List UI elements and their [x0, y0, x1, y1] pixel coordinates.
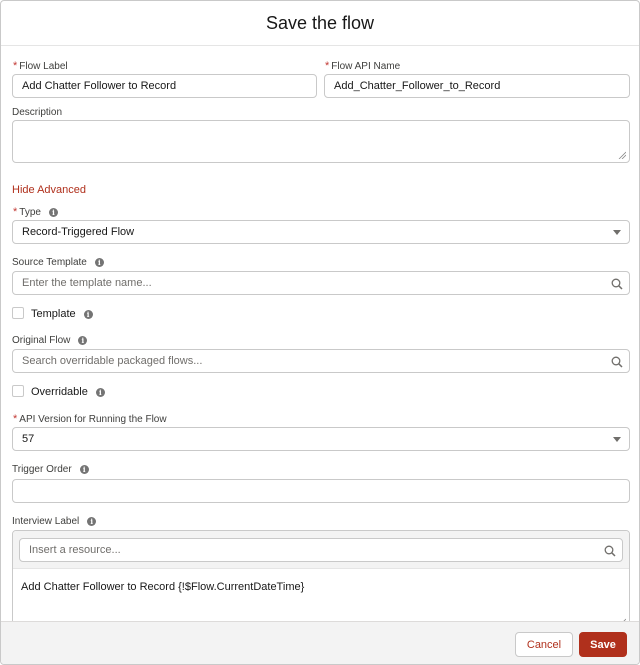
- modal-body: [1, 46, 639, 621]
- template-checkbox[interactable]: [12, 307, 24, 319]
- modal-footer: [1, 621, 639, 665]
- description-label: Description: [12, 107, 63, 118]
- interview-label-editor: [12, 530, 630, 621]
- original-flow-input[interactable]: Search overridable packaged flows...: [12, 349, 630, 373]
- type-label: * Type i: [13, 206, 58, 218]
- api-version-label: * API Version for Running the Flow: [13, 413, 167, 425]
- interview-label-label: Interview Label i: [12, 516, 96, 527]
- flow-api-name-input[interactable]: Add_Chatter_Follower_to_Record: [324, 74, 630, 98]
- api-version-select[interactable]: 57: [12, 427, 630, 451]
- cancel-button[interactable]: Cancel: [515, 632, 573, 657]
- interview-label-text[interactable]: Add Chatter Follower to Record {!$Flow.CurrentDateTime}: [21, 581, 305, 593]
- template-checkbox-label: Template i: [31, 308, 93, 320]
- info-icon[interactable]: i: [80, 465, 89, 474]
- type-select[interactable]: Record-Triggered Flow: [12, 220, 630, 244]
- chevron-down-icon: [613, 230, 621, 235]
- original-flow-label: Original Flow i: [12, 335, 87, 346]
- modal-header: [1, 1, 639, 46]
- save-button[interactable]: Save: [579, 632, 627, 657]
- source-template-label: Source Template i: [12, 257, 104, 268]
- overridable-checkbox-label: Overridable i: [31, 386, 105, 398]
- search-icon: [604, 545, 616, 557]
- flow-label-input[interactable]: Add Chatter Follower to Record: [12, 74, 317, 98]
- chevron-down-icon: [613, 437, 621, 442]
- info-icon[interactable]: i: [49, 208, 58, 217]
- info-icon[interactable]: i: [95, 258, 104, 267]
- info-icon[interactable]: i: [84, 310, 93, 319]
- info-icon[interactable]: i: [78, 336, 87, 345]
- hide-advanced-link[interactable]: Hide Advanced: [12, 184, 86, 196]
- resize-grip-icon[interactable]: [618, 151, 626, 159]
- insert-resource-input[interactable]: Insert a resource...: [19, 538, 623, 562]
- search-icon: [611, 356, 623, 368]
- trigger-order-label: Trigger Order i: [12, 464, 89, 475]
- description-textarea[interactable]: [12, 120, 630, 163]
- search-icon: [611, 278, 623, 290]
- modal-title: Save the flow: [265, 12, 375, 33]
- flow-api-name-label: * Flow API Name: [325, 60, 401, 72]
- flow-label-label: * Flow Label: [13, 60, 68, 72]
- overridable-checkbox[interactable]: [12, 385, 24, 397]
- info-icon[interactable]: i: [96, 388, 105, 397]
- trigger-order-input[interactable]: [12, 479, 630, 503]
- info-icon[interactable]: i: [87, 517, 96, 526]
- source-template-input[interactable]: Enter the template name...: [12, 271, 630, 295]
